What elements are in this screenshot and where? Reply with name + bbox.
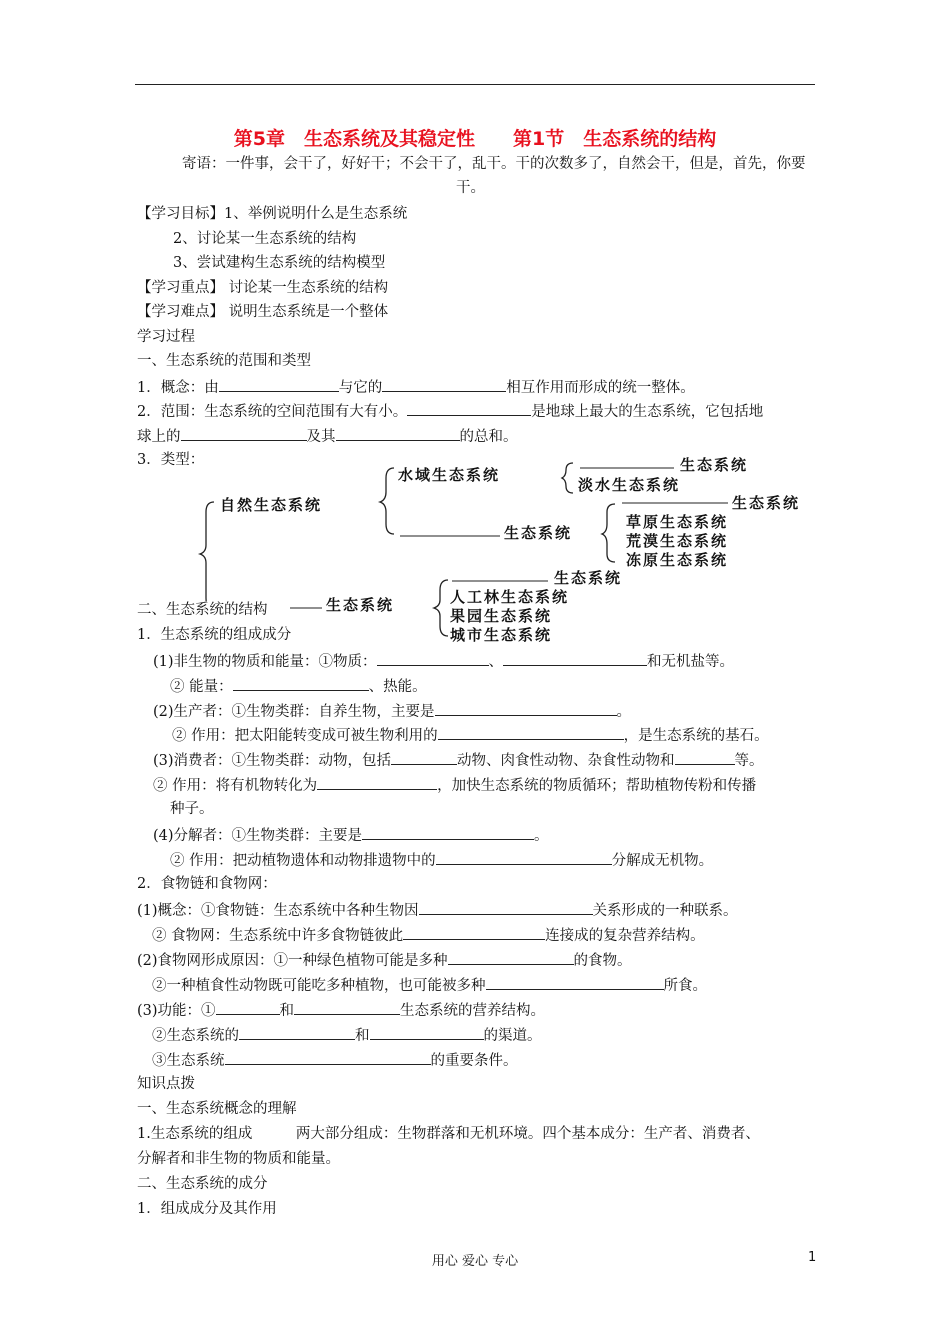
text: 、热能。 [368, 679, 427, 695]
ecosystem-type-diagram [0, 450, 950, 650]
brace-main [200, 502, 214, 610]
blank[interactable] [436, 850, 612, 865]
text: 的渠道。 [483, 1028, 542, 1044]
tips-component-heading: 1．组成成分及其作用 [137, 1201, 277, 1217]
blank[interactable] [419, 900, 593, 915]
text: 的总和。 [459, 429, 518, 445]
range-line-2 [137, 426, 518, 446]
tips-heading: 知识点拨 [137, 1076, 195, 1092]
consumer-role-line-2: 种子。 [170, 801, 214, 817]
brace-natural [380, 468, 394, 534]
motto-line-1: 寄语：一件事，会干了，好好干；不会干了，乱干。干的次数多了，自然会干，但是，首先，你要 [182, 156, 806, 172]
text: (1)概念：①食物链：生态系统中各种生物因 [137, 903, 419, 919]
difficulty-text: 说明生态系统是一个整体 [224, 304, 389, 320]
text: 2．范围：生态系统的空间范围有大有小。 [137, 404, 408, 420]
brace-artificial [434, 580, 448, 636]
text: 的食物。 [573, 953, 632, 969]
function-line-3 [152, 1050, 518, 1070]
text: (1)非生物的物质和能量：①物质： [153, 654, 377, 670]
food-web-heading: 2．食物链和食物网： [137, 876, 277, 892]
section-1-heading: 一、生态系统的范围和类型 [137, 353, 311, 369]
label-land: 生态系统 [504, 524, 573, 542]
text: ② 作用：把太阳能转变成可被生物利用的 [172, 728, 438, 744]
label-plantation: 人工林生态系统 [450, 588, 570, 606]
blank[interactable] [294, 1000, 400, 1015]
text: ②一种植食性动物既可能吃多种植物，也可能被多种 [152, 978, 486, 994]
composition-line: 1.生态系统的组成 两大部分组成：生物群落和无机环境。四个基本成分：生产者、消费者、 [137, 1126, 760, 1142]
text: 与它的 [338, 380, 383, 396]
blank[interactable] [239, 1025, 355, 1040]
tips-section-2: 二、生态系统的成分 [137, 1176, 268, 1192]
blank[interactable] [382, 377, 506, 392]
label-orchard: 果园生态系统 [450, 607, 553, 625]
goal-2: 2、讨论某一生态系统的结构 [173, 231, 357, 247]
text: ② 食物网：生态系统中许多食物链彼此 [152, 928, 404, 944]
text: 和 [355, 1028, 370, 1044]
blank[interactable] [377, 651, 489, 666]
label-grassland: 草原生态系统 [626, 513, 729, 531]
text: 相互作用而形成的统一整体。 [506, 380, 695, 396]
text: 。 [534, 828, 549, 844]
blank[interactable] [362, 825, 534, 840]
text: ② 作用：将有机物转化为 [153, 778, 318, 794]
text: 。 [616, 704, 632, 720]
blank[interactable] [225, 1050, 431, 1065]
text: (4)分解者：①生物类群：主要是 [153, 828, 363, 844]
function-line-2 [152, 1025, 542, 1045]
label-forest: 生态系统 [732, 494, 801, 512]
blank[interactable] [216, 1000, 280, 1015]
components-heading: 1．生态系统的组成成分 [137, 627, 292, 643]
blank[interactable] [448, 950, 574, 965]
blank[interactable] [219, 377, 339, 392]
blank[interactable] [403, 925, 545, 940]
decomposer-line [153, 825, 549, 845]
food-web-line [152, 925, 705, 945]
blank[interactable] [370, 1025, 484, 1040]
blank[interactable] [486, 975, 664, 990]
brace-water [562, 463, 573, 493]
page-title: 第5章 生态系统及其稳定性 第1节 生态系统的结构 [233, 128, 717, 150]
blank[interactable] [675, 750, 735, 765]
energy-line [170, 676, 427, 696]
label-city: 城市生态系统 [450, 626, 553, 644]
food-chain-line [137, 900, 738, 920]
blank[interactable] [503, 651, 647, 666]
text: ②生态系统的 [152, 1028, 239, 1044]
blank[interactable] [181, 426, 307, 441]
label-marine: 生态系统 [680, 456, 749, 474]
blank[interactable] [233, 676, 369, 691]
tips-section-1: 一、生态系统概念的理解 [137, 1101, 297, 1117]
text: 是地球上最大的生态系统，它包括地 [531, 404, 764, 420]
key-label: 【学习重点】 [137, 280, 224, 296]
goals-label: 【学习目标】 [137, 206, 224, 222]
text: 、 [488, 654, 504, 670]
text: 连接成的复杂营养结构。 [545, 928, 705, 944]
text: 分解成无机物。 [611, 853, 714, 869]
header-rule [135, 84, 815, 85]
concept-line [137, 377, 695, 397]
blank[interactable] [438, 725, 624, 740]
food-web-reason-line [137, 950, 632, 970]
goals-line [137, 205, 407, 223]
text: 和无机盐等。 [647, 654, 735, 670]
text: 所食。 [663, 978, 707, 994]
footer-motto: 用心 爱心 专心 [431, 1254, 519, 1269]
range-line [137, 401, 763, 421]
label-desert: 荒漠生态系统 [626, 532, 729, 550]
producer-role-line [172, 725, 769, 745]
text: 的重要条件。 [430, 1053, 518, 1069]
text: (3)消费者：①生物类群：动物，包括 [153, 753, 392, 769]
process-heading: 学习过程 [137, 329, 195, 345]
label-tundra: 冻原生态系统 [626, 551, 729, 569]
consumer-role-line [153, 775, 756, 795]
types-label: 3．类型： [137, 452, 205, 468]
blank[interactable] [391, 750, 457, 765]
label-farmland: 生态系统 [554, 569, 623, 587]
blank[interactable] [336, 426, 460, 441]
difficulty-line [137, 303, 388, 321]
text: ② 作用：把动植物遗体和动物排遗物中的 [170, 853, 436, 869]
text: 和 [279, 1003, 295, 1019]
text: (2)食物网形成原因：①一种绿色植物可能是多种 [137, 953, 448, 969]
motto-line-2: 干。 [456, 180, 485, 196]
text: (2)生产者：①生物类群：自养生物，主要是 [153, 704, 435, 720]
abiotic-line [153, 651, 734, 671]
difficulty-label: 【学习难点】 [137, 304, 224, 320]
text: 等。 [734, 753, 764, 769]
brace-land [602, 504, 615, 562]
text: 球上的 [137, 429, 181, 445]
blank[interactable] [317, 775, 437, 790]
key-point-line [137, 279, 388, 297]
text: 关系形成的一种联系。 [592, 903, 738, 919]
text: ，加快生态系统的物质循环；帮助植物传粉和传播 [437, 778, 757, 794]
text: 及其 [306, 429, 336, 445]
section-2-heading: 二、生态系统的结构 [137, 602, 268, 618]
text: ③生态系统 [152, 1053, 225, 1069]
food-web-reason-line-2 [152, 975, 707, 995]
key-text: 讨论某一生态系统的结构 [224, 280, 389, 296]
decomposer-role-line [170, 850, 713, 870]
text: ，是生态系统的基石。 [623, 728, 769, 744]
producer-line [153, 701, 631, 721]
composition-line-2: 分解者和非生物的物质和能量。 [137, 1151, 340, 1167]
blank[interactable] [435, 701, 617, 716]
label-artificial: 生态系统 [326, 596, 395, 614]
text: ② 能量： [170, 679, 233, 695]
text: 动物、肉食性动物、杂食性动物和 [457, 753, 675, 769]
goal-3: 3、尝试建构生态系统的结构模型 [173, 255, 386, 271]
goal-1: 1、举例说明什么是生态系统 [224, 206, 408, 222]
consumer-line [153, 750, 764, 770]
label-water: 水域生态系统 [398, 466, 501, 484]
text: (3)功能：① [137, 1003, 216, 1019]
text: 1．概念：由 [137, 380, 219, 396]
function-line [137, 1000, 545, 1020]
page-number: 1 [808, 1250, 817, 1265]
label-natural: 自然生态系统 [220, 496, 323, 514]
label-freshwater: 淡水生态系统 [578, 476, 681, 494]
blank[interactable] [407, 401, 531, 416]
text: 生态系统的营养结构。 [400, 1003, 546, 1019]
